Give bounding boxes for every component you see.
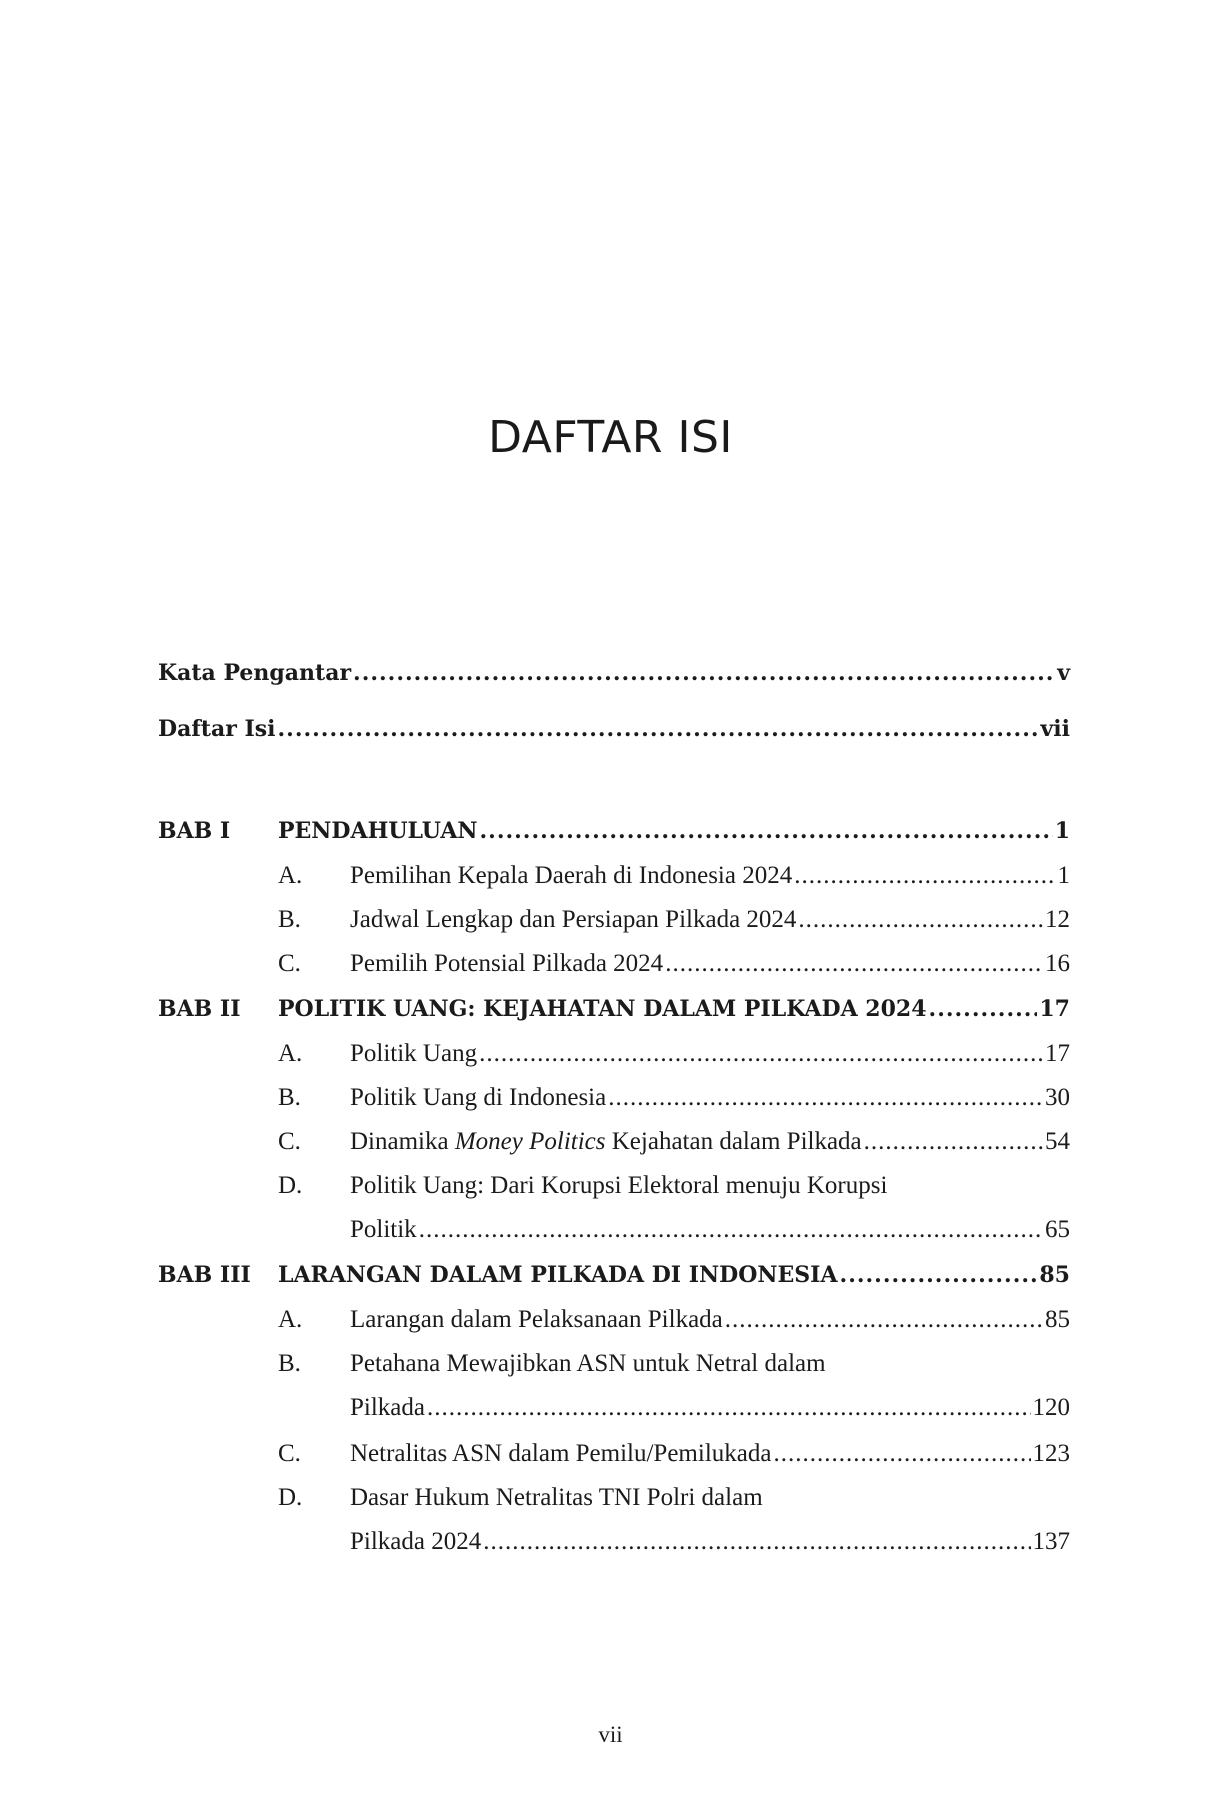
section-page: 85 — [1045, 1306, 1070, 1333]
section-letter: B. — [278, 1350, 301, 1377]
toc-section-continuation[interactable] — [158, 1216, 1070, 1252]
section-title-line1: Petahana Mewajibkan ASN untuk Netral dalam — [350, 1350, 826, 1377]
section-title: Politik Uang — [350, 1040, 478, 1067]
leader-dots — [840, 1262, 1038, 1288]
section-page: 30 — [1045, 1084, 1070, 1111]
section-title-pre: Dinamika — [350, 1128, 455, 1155]
section-letter: A. — [278, 862, 303, 889]
section-letter: B. — [278, 906, 301, 933]
entry-page: v — [1057, 660, 1070, 686]
section-title: Larangan dalam Pelaksanaan Pilkada — [350, 1306, 723, 1333]
chapter-number: BAB I — [158, 818, 231, 844]
section-letter: C. — [278, 950, 301, 977]
section-page: 17 — [1045, 1040, 1070, 1067]
leader-dots — [480, 818, 1053, 844]
section-page: 137 — [1032, 1528, 1070, 1555]
section-title-line1: Dasar Hukum Netralitas TNI Polri dalam — [350, 1484, 763, 1511]
entry-title: Kata Pengantar — [158, 660, 352, 686]
section-title: Netralitas ASN dalam Pemilu/Pemilukada — [350, 1440, 772, 1467]
toc-section[interactable] — [158, 862, 1070, 898]
leader-dots — [353, 660, 1055, 686]
chapter-page: 17 — [1039, 996, 1070, 1022]
toc-chapter-3[interactable] — [158, 1262, 1070, 1298]
toc-section-continuation[interactable] — [158, 1528, 1070, 1564]
toc-section[interactable] — [158, 1440, 1070, 1476]
entry-title: Daftar Isi — [158, 716, 276, 742]
chapter-title: PENDAHULUAN — [278, 818, 478, 844]
leader-dots — [725, 1306, 1043, 1334]
section-title-italic: Money Politics — [454, 1128, 606, 1155]
entry-page: vii — [1040, 716, 1070, 742]
section-title-line2: Pilkada 2024 — [350, 1528, 482, 1555]
section-letter: C. — [278, 1440, 301, 1467]
chapter-page: 1 — [1054, 818, 1070, 844]
chapter-number: BAB III — [158, 1262, 251, 1288]
section-title: Pemilih Potensial Pilkada 2024 — [350, 950, 664, 977]
section-letter: B. — [278, 1084, 301, 1111]
toc-section[interactable] — [158, 1484, 1070, 1520]
leader-dots — [665, 950, 1043, 978]
section-page: 12 — [1045, 906, 1070, 933]
section-letter: A. — [278, 1040, 303, 1067]
toc-section[interactable] — [158, 950, 1070, 986]
toc-section[interactable] — [158, 1040, 1070, 1076]
toc-section[interactable] — [158, 1128, 1070, 1164]
chapter-number: BAB II — [158, 996, 241, 1022]
section-title-line2: Pilkada — [350, 1394, 425, 1421]
toc-section[interactable] — [158, 906, 1070, 942]
toc-section[interactable] — [158, 1172, 1070, 1208]
leader-dots — [773, 1440, 1030, 1468]
leader-dots — [278, 716, 1039, 742]
section-title: Pemilihan Kepala Daerah di Indonesia 2024 — [350, 862, 793, 889]
section-letter: D. — [278, 1172, 303, 1199]
leader-dots — [479, 1040, 1043, 1068]
section-title-post: Kejahatan dalam Pilkada — [605, 1128, 862, 1155]
section-page: 123 — [1032, 1440, 1070, 1467]
leader-dots — [929, 996, 1038, 1022]
leader-dots — [483, 1528, 1030, 1556]
chapter-title: POLITIK UANG: KEJAHATAN DALAM PILKADA 2024 — [278, 996, 927, 1022]
section-letter: A. — [278, 1306, 303, 1333]
toc-chapter-2[interactable] — [158, 996, 1070, 1032]
section-title-line1: Politik Uang: Dari Korupsi Elektoral menuju Korupsi — [350, 1172, 888, 1199]
section-page: 120 — [1032, 1394, 1070, 1421]
toc-section[interactable] — [158, 1350, 1070, 1386]
toc-entry-kata-pengantar[interactable] — [158, 660, 1070, 696]
leader-dots — [419, 1216, 1043, 1244]
section-letter: D. — [278, 1484, 303, 1511]
section-page: 1 — [1057, 862, 1070, 889]
section-title — [350, 1128, 862, 1156]
section-page: 65 — [1045, 1216, 1070, 1243]
leader-dots — [608, 1084, 1043, 1112]
page-title: DAFTAR ISI — [488, 412, 733, 463]
leader-dots — [798, 906, 1043, 934]
toc-section-continuation[interactable] — [158, 1394, 1070, 1430]
section-page: 16 — [1045, 950, 1070, 977]
section-letter: C. — [278, 1128, 301, 1155]
toc-chapter-1[interactable] — [158, 818, 1070, 854]
leader-dots — [794, 862, 1055, 890]
page-number: vii — [598, 1722, 623, 1747]
section-title: Jadwal Lengkap dan Persiapan Pilkada 2024 — [350, 906, 797, 933]
section-page: 54 — [1045, 1128, 1070, 1155]
leader-dots — [427, 1394, 1031, 1422]
section-title: Politik Uang di Indonesia — [350, 1084, 607, 1111]
chapter-title: LARANGAN DALAM PILKADA DI INDONESIA — [278, 1262, 838, 1288]
chapter-page: 85 — [1039, 1262, 1070, 1288]
leader-dots — [864, 1128, 1043, 1156]
toc-section[interactable] — [158, 1084, 1070, 1120]
section-title-line2: Politik — [350, 1216, 417, 1243]
toc-section[interactable] — [158, 1306, 1070, 1342]
toc-entry-daftar-isi[interactable] — [158, 716, 1070, 752]
